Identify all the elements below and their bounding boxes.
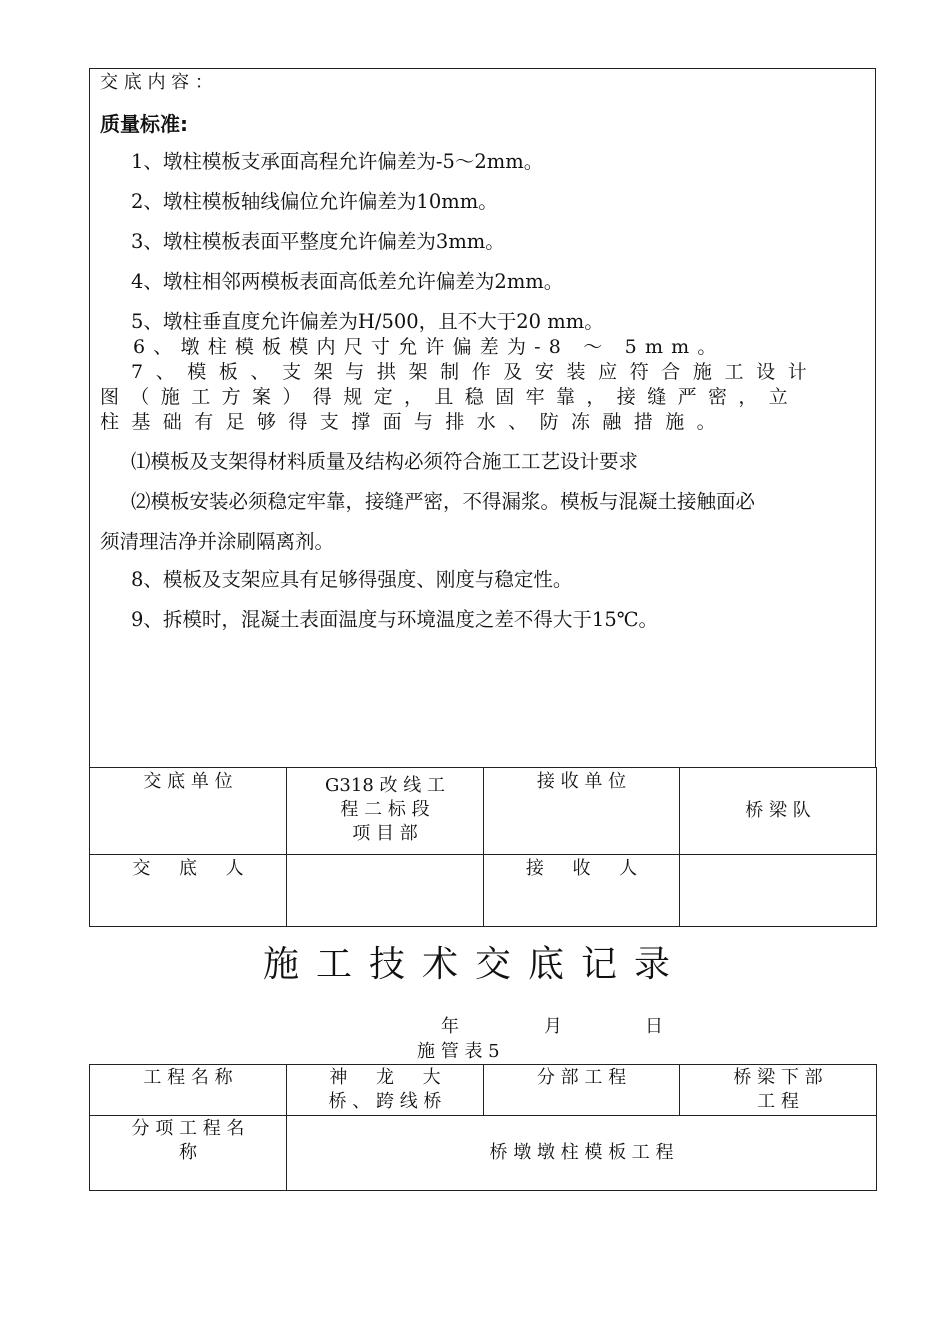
item-project-label-line-2: 称 [179, 1142, 197, 1163]
standard-item-6: 6、墩柱模板模内尺寸允许偏差为-8 ～ 5mm。 [133, 336, 725, 358]
receiver-unit-label: 接 收 单 位 [536, 771, 627, 792]
giver-person-label: 交 底 人 [132, 858, 244, 879]
project-name-value-cell [287, 1065, 484, 1116]
form-number: 施 管 表 5 [417, 1041, 500, 1062]
item-project-value-cell [287, 1116, 877, 1191]
standard-item-8: 8、模板及支架应具有足够得强度、刚度与稳定性。 [131, 568, 573, 591]
sub-project-label-cell [484, 1065, 680, 1116]
receiver-person-label: 接 收 人 [525, 858, 638, 879]
giver-person-signature-cell [287, 855, 484, 927]
project-name-label: 工 程 名 称 [143, 1067, 233, 1088]
standard-item-4: 4、墩柱相邻两模板表面高低差允许偏差为2mm。 [131, 270, 564, 293]
receiver-person-label-cell [484, 855, 680, 927]
giver-unit-value-line-3: 项 目 部 [352, 823, 418, 844]
sub-item-1: ⑴模板及支架得材料质量及结构必须符合施工工艺设计要求 [131, 450, 639, 473]
receiver-unit-value-cell [680, 768, 877, 855]
signoff-table [89, 767, 877, 927]
sub-project-value-cell [680, 1065, 877, 1116]
standard-item-7-line-1: 7、模板、支架与拱架制作及安装应符合施工设计 [131, 361, 820, 383]
standard-item-5: 5、墩柱垂直度允许偏差为H/500，且不大于20 mm。 [131, 310, 604, 333]
receiver-unit-value: 桥 梁 队 [745, 800, 811, 821]
receiver-person-signature-cell [680, 855, 877, 927]
sub-item-2-line-1: ⑵模板安装必须稳定牢靠，接缝严密，不得漏浆。模板与混凝土接触面必 [131, 490, 756, 513]
standard-item-2: 2、墩柱模板轴线偏位允许偏差为10mm。 [131, 190, 498, 213]
standard-item-7-line-3: 柱基础有足够得支撑面与排水、防冻融措施。 [100, 411, 729, 433]
giver-person-label-cell [90, 855, 287, 927]
standard-item-7-line-2: 图（施工方案）得规定，且稳固牢靠，接缝严密，立 [100, 386, 800, 408]
project-info-table [89, 1064, 877, 1191]
giver-unit-value-line-1: G318 改 线 工 [325, 775, 445, 796]
standard-item-3: 3、墩柱模板表面平整度允许偏差为3mm。 [131, 230, 505, 253]
receiver-unit-label-cell [484, 768, 680, 855]
item-project-label-line-1: 分 项 工 程 名 [131, 1118, 245, 1139]
standard-item-9: 9、拆模时，混凝土表面温度与环境温度之差不得大于15℃。 [131, 608, 659, 631]
record-title: 施工技术交底记录 [262, 944, 687, 985]
sub-project-value-line-2: 工 程 [757, 1091, 799, 1112]
project-name-value-line-2: 桥 、 跨 线 桥 [328, 1091, 442, 1112]
date-month: 月 [544, 1016, 562, 1037]
sub-project-value-line-1: 桥 梁 下 部 [733, 1067, 823, 1088]
content-section [89, 68, 876, 768]
item-project-value: 桥 墩 墩 柱 模 板 工 程 [489, 1142, 674, 1163]
quality-standard-title: 质量标准: [100, 112, 188, 136]
date-year: 年 [441, 1016, 459, 1037]
giver-unit-value-cell [287, 768, 484, 855]
content-header: 交 底 内 容 ： [100, 72, 213, 93]
giver-unit-value-line-2: 程 二 标 段 [340, 799, 430, 820]
giver-unit-label: 交 底 单 位 [143, 771, 233, 792]
giver-unit-label-cell [90, 768, 287, 855]
sub-project-label: 分 部 工 程 [536, 1067, 627, 1088]
project-name-value-line-1: 神 龙 大 [329, 1067, 441, 1088]
item-project-label-cell [90, 1116, 287, 1191]
sub-item-2-line-2: 须清理洁净并涂刷隔离剂。 [100, 530, 335, 553]
standard-item-1: 1、墩柱模板支承面高程允许偏差为-5～2mm。 [131, 150, 544, 173]
project-name-label-cell [90, 1065, 287, 1116]
date-day: 日 [645, 1016, 663, 1037]
